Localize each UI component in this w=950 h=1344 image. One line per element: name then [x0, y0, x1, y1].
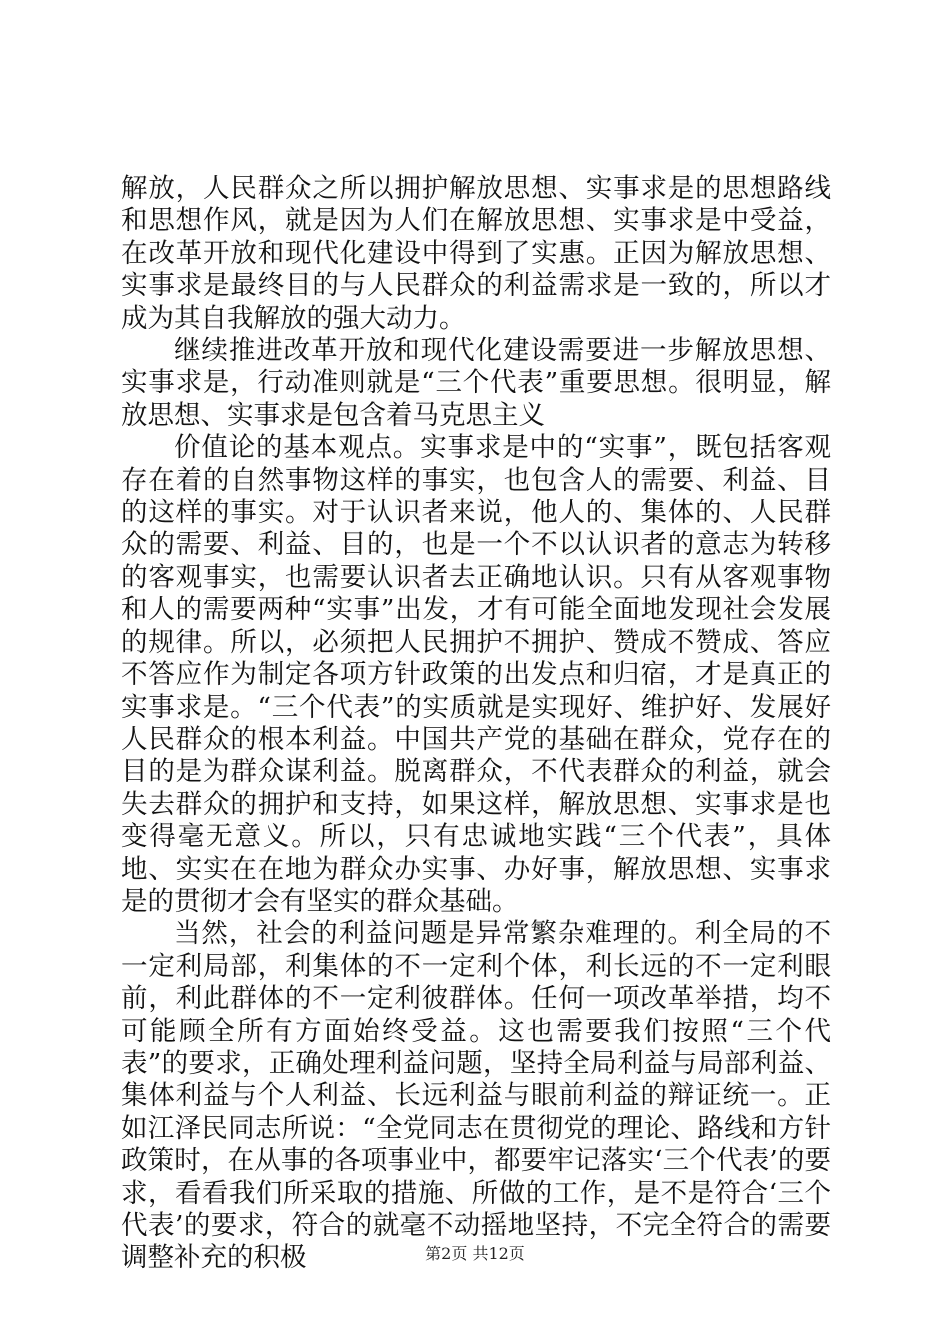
- page-footer: [0, 1241, 950, 1264]
- paragraph-2: 继续推进改革开放和现代化建设需要进一步解放思想、实事求是，行动准则就是“三个代表”重要思想。很明显，解放思想、实事求是包含着马克思主义: [121, 335, 831, 431]
- paragraph-4: 当然，社会的利益问题是异常繁杂难理的。利全局的不一定利局部，利集体的不一定利个体，利长远的不一定利眼前，利此群体的不一定利彼群体。任何一项改革举措，均不可能顾全所有方面始终受益。这也需要我们按照“三个代表”的要求，正确处理利益问题，坚持全局利益与局部利益、集体利益与个人利益、长远利益与眼前利益的辩证统一。正如江泽民同志所说：“全党同志在贯彻党的理论、路线和方针政策时，在从事的各项事业中，都要牢记落实‘三个代表’的要求，看看我们所采取的措施、所做的工作，是不是符合‘三个代表’的要求，符合的就毫不动摇地坚持，不完全符合的需要调整补充的积极: [121, 918, 831, 1274]
- paragraph-3: 价值论的基本观点。实事求是中的“实事”，既包括客观存在着的自然事物这样的事实，也包含人的需要、利益、目的这样的事实。对于认识者来说，他人的、集体的、人民群众的需要、利益、目的，也是一个不以认识者的意志为转移的客观事实，也需要认识者去正确地认识。只有从客观事物和人的需要两种“实事”出发，才有可能全面地发现社会发展的规律。所以，必须把人民拥护不拥护、赞成不赞成、答应不答应作为制定各项方针政策的出发点和归宿，才是真正的实事求是。“三个代表”的实质就是实现好、维护好、发展好人民群众的根本利益。中国共产党的基础在群众，党存在的目的是为群众谋利益。脱离群众，不代表群众的利益，就会失去群众的拥护和支持，如果这样，解放思想、实事求是也变得毫无意义。所以，只有忠诚地实践“三个代表”，具体地、实实在在地为群众办实事、办好事，解放思想、实事求是的贯彻才会有坚实的群众基础。: [121, 432, 831, 917]
- page-number: 第2页 共12页: [425, 1244, 525, 1263]
- document-body: [121, 173, 831, 1275]
- paragraph-1: 解放，人民群众之所以拥护解放思想、实事求是的思想路线和思想作风，就是因为人们在解放思想、实事求是中受益，在改革开放和现代化建设中得到了实惠。正因为解放思想、实事求是最终目的与人民群众的利益需求是一致的，所以才成为其自我解放的强大动力。: [121, 173, 831, 334]
